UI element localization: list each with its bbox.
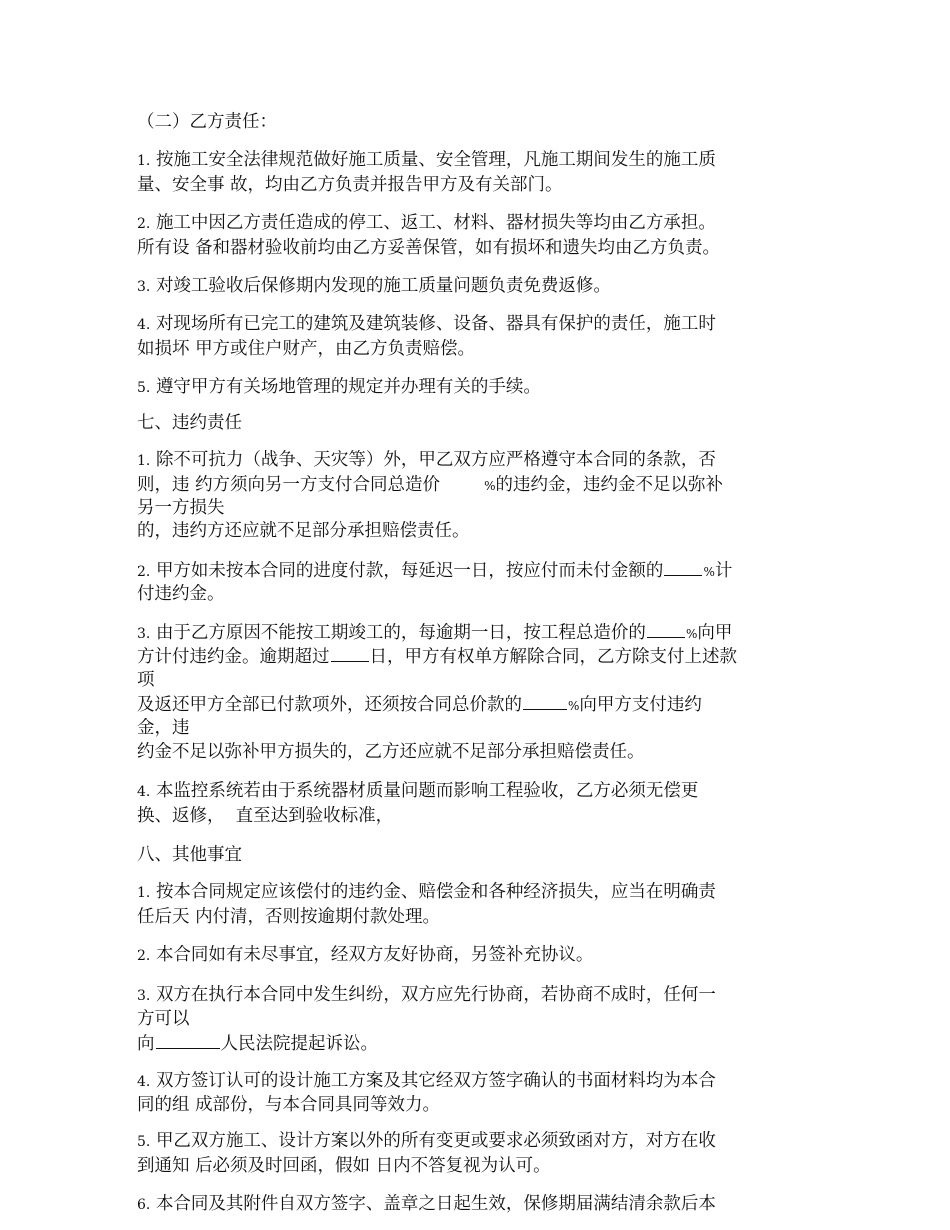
clause-number: 1.: [137, 885, 151, 901]
clause-number: 2.: [137, 216, 151, 232]
clause-v3-line-5: 金，违: [137, 718, 190, 738]
clause-number: 2.: [137, 564, 151, 580]
section-heading-other-matters: 八、其他事宜: [137, 845, 242, 865]
clause-v1-line-4: 的，违约方还应就不足部分承担赔偿责任。: [137, 521, 470, 541]
section-heading-party-b-duties: （二）乙方责任：: [137, 112, 277, 132]
clause-o2: 2. 本合同如有未尽事宜，经双方友好协商，另签补充协议。: [137, 945, 594, 965]
clause-o3-line-3: 向 人民法院提起诉讼。: [137, 1034, 378, 1054]
clause-number: 4.: [137, 317, 151, 333]
clause-o3-line-1: 3. 双方在执行本合同中发生纠纷，双方应先行协商，若协商不成时，任何一: [137, 985, 716, 1005]
clause-v1-line-2: 则，违 约方须向另一方支付合同总造价 %的违约金，违约金不足以弥补: [137, 475, 723, 495]
clause-b3: 3. 对竣工验收后保修期内发现的施工质量问题负责免费返修。: [137, 276, 611, 296]
clause-number: 3.: [137, 279, 151, 295]
clause-b5: 5. 遵守甲方有关场地管理的规定并办理有关的手续。: [137, 377, 541, 397]
clause-number: 3.: [137, 988, 151, 1004]
clause-b4-line-1: 4. 对现场所有已完工的建筑及建筑装修、设备、器具有保护的责任，施工时: [137, 314, 716, 334]
fill-in-blank: [664, 559, 702, 576]
clause-b1-line-2: 量、安全事 故，均由乙方负责并报告甲方及有关部门。: [137, 175, 563, 195]
clause-v3-line-1: 3. 由于乙方原因不能按工期竣工的，每逾期一日，按工程总造价的 %向甲: [137, 623, 733, 643]
clause-o5-line-2: 到通知 后必须及时回函，假如 日内不答复视为认可。: [137, 1156, 551, 1176]
section-heading-breach-liability: 七、违约责任: [137, 413, 242, 433]
clause-v2-line-1: 2. 甲方如未按本合同的进度付款，每延迟一日，按应付而未付金额的 %计: [137, 561, 733, 581]
clause-o6-line-1: 6. 本合同及其附件自双方签字、盖章之日起生效，保修期届满结清余款后本: [137, 1194, 716, 1214]
clause-o1-line-1: 1. 按本合同规定应该偿付的违约金、赔偿金和各种经济损失，应当在明确责: [137, 882, 716, 902]
clause-number: 4.: [137, 784, 151, 800]
clause-v4-line-2: 换、返修， 直至达到验收标准，: [137, 806, 394, 826]
clause-number: 2.: [137, 948, 151, 964]
clause-v4-line-1: 4. 本监控系统若由于系统器材质量问题而影响工程验收，乙方必须无偿更: [137, 781, 699, 801]
fill-in-blank: [156, 1032, 220, 1049]
clause-number: 3.: [137, 626, 151, 642]
clause-b2-line-1: 2. 施工中因乙方责任造成的停工、返工、材料、器材损失等均由乙方承担。: [137, 213, 716, 233]
clause-number: 6.: [137, 1197, 151, 1213]
clause-o5-line-1: 5. 甲乙双方施工、设计方案以外的所有变更或要求必须致函对方，对方在收: [137, 1131, 716, 1151]
fill-in-blank: [647, 621, 685, 638]
fill-in-blank: [523, 693, 567, 710]
clause-o4-line-2: 同的组 成部份，与本合同具同等效力。: [137, 1095, 441, 1115]
fill-in-blank: [331, 645, 369, 662]
clause-number: 5.: [137, 380, 151, 396]
clause-o1-line-2: 任后天 内付清，否则按逾期付款处理。: [137, 907, 441, 927]
clause-number: 5.: [137, 1134, 151, 1150]
clause-number: 1.: [137, 153, 151, 169]
clause-b2-line-2: 所有设 备和器材验收前均由乙方妥善保管，如有损坏和遗失均由乙方负责。: [137, 238, 721, 258]
clause-v3-line-6: 约金不足以弥补甲方损失的，乙方还应就不足部分承担赔偿责任。: [137, 742, 645, 762]
clause-number: 4.: [137, 1074, 151, 1090]
clause-number: 1.: [137, 453, 151, 469]
clause-v2-line-2: 付违约金。: [137, 584, 225, 604]
clause-b4-line-2: 如损坏 甲方或住户财产，由乙方负责赔偿。: [137, 339, 476, 359]
clause-v3-line-4: 及返还甲方全部已付款项外，还须按合同总价款的 %向甲方支付违约: [137, 695, 702, 715]
clause-b1-line-1: 1. 按施工安全法律规范做好施工质量、安全管理，凡施工期间发生的施工质: [137, 150, 716, 170]
clause-o4-line-1: 4. 双方签订认可的设计施工方案及其它经双方签字确认的书面材料均为本合: [137, 1071, 716, 1091]
clause-v3-line-2: 方计付违约金。逾期超过 日，甲方有权单方解除合同，乙方除支付上述款: [137, 647, 737, 667]
clause-v1-line-1: 1. 除不可抗力（战争、天灾等）外，甲乙双方应严格遵守本合同的条款，否: [137, 450, 716, 470]
clause-v3-line-3: 项: [137, 670, 155, 690]
clause-o3-line-2: 方可以: [137, 1009, 190, 1029]
clause-v1-line-3: 另一方损失: [137, 498, 225, 518]
